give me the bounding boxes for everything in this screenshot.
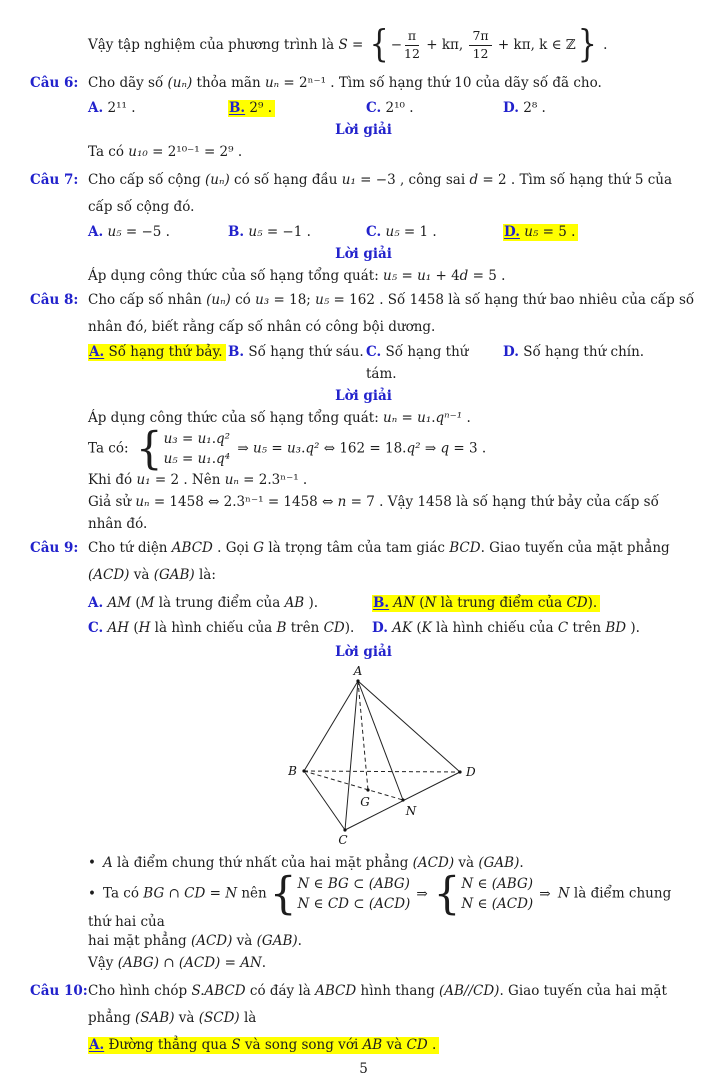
option-content [228, 344, 364, 360]
answer-letter: A. [89, 1037, 105, 1053]
question-9-conclusion: Vậy (ABG) ∩ (ACD) = AN. [88, 955, 267, 971]
question-6-text: Cho dãy số (uₙ) thỏa mãn uₙ = 2ⁿ⁻¹ . Tìm số hạng thứ 10 của dãy số đã cho. [88, 75, 602, 91]
option-b [372, 591, 697, 616]
fraction-numerator: π [405, 29, 419, 45]
option-text: Số hạng thứ chín. [523, 344, 645, 360]
fraction-denominator: 12 [404, 45, 420, 61]
option-letter: C. [366, 224, 382, 240]
intro-text: Vậy tập nghiệm của phương trình là [88, 37, 339, 53]
option-b [228, 221, 366, 243]
question-8 [30, 287, 697, 341]
question-8-options [88, 341, 697, 385]
option-text: u₅ = 5 . [524, 224, 576, 240]
option-letter: D. [503, 344, 519, 360]
question-9 [30, 535, 697, 589]
formula-tail: + kπ, k ∈ ℤ [493, 37, 576, 53]
correct-option-highlight [228, 100, 275, 117]
ta-co-text: Ta có: [88, 440, 133, 457]
option-letter: A. [88, 224, 104, 240]
fraction-numerator: 7π [469, 29, 491, 45]
option-content [503, 100, 546, 116]
option-text: 2⁸ . [523, 100, 546, 116]
set-symbol: S [338, 37, 348, 53]
question-9-bullet-1 [88, 852, 697, 874]
solution-set-line: Vậy tập nghiệm của phương trình là S = { − $\frac{\pi}{12}$ + kπ, $\frac{7\pi}{12}$ + kπ, k ∈ ℤ } . [88, 22, 608, 67]
solution-heading: Lời giải [335, 644, 392, 660]
bullet-2-text: Ta có BG ∩ CD = N nên [103, 885, 267, 902]
system-line: u₅ = u₁.q⁴ [163, 451, 231, 467]
option-letter: C. [88, 620, 104, 636]
solution-heading: Lời giải [335, 246, 392, 262]
option-letter: B. [228, 344, 245, 360]
fraction-pi-12 [404, 29, 420, 61]
question-6-label: Câu 6: [30, 75, 79, 91]
option-content [228, 224, 311, 240]
minus-sign: − [390, 37, 403, 53]
question-10-answer [88, 1034, 697, 1056]
option-a [88, 221, 228, 243]
option-letter: B. [229, 100, 246, 116]
membership-system-2: { N ∈ (ABG) N ∈ (ACD) [433, 867, 534, 920]
option-a [88, 591, 372, 616]
option-text: 2⁹ . [249, 100, 273, 116]
option-letter: A. [89, 344, 105, 360]
option-content [88, 100, 135, 116]
system-line: N ∈ (ABG) [461, 876, 534, 892]
bullet-marker: • [88, 885, 96, 902]
option-text: u₅ = −1 . [248, 224, 311, 240]
bullet-marker: • [88, 855, 96, 871]
option-text: Số hạng thứ tám. [366, 344, 469, 382]
question-7-label: Câu 7: [30, 172, 79, 188]
vertex-label-d: D [466, 765, 476, 779]
question-9-bullet-2-continuation: hai mặt phẳng (ACD) và (GAB). [88, 933, 302, 949]
solution-heading: Lời giải [335, 388, 392, 404]
correct-option-highlight [372, 595, 600, 612]
option-letter: A. [88, 100, 104, 116]
option-text: AH (H là hình chiếu của B trên CD). [107, 620, 355, 636]
tetrahedron-figure [285, 663, 480, 846]
correct-option-highlight [88, 344, 226, 361]
option-c [88, 616, 372, 641]
option-content [88, 620, 354, 636]
question-9-options [88, 591, 697, 641]
option-text: Số hạng thứ bảy. [108, 344, 223, 360]
option-content [366, 344, 469, 382]
option-content [372, 620, 640, 636]
option-content [503, 344, 644, 360]
option-text: u₅ = 1 . [385, 224, 437, 240]
system-line: N ∈ BG ⊂ (ABG) [297, 876, 410, 892]
formula-middle: + kπ, [421, 37, 468, 53]
option-text: AK (K là hình chiếu của C trên BD ). [392, 620, 640, 636]
question-7 [30, 167, 697, 221]
option-d [503, 341, 697, 385]
option-letter: B. [373, 595, 390, 611]
question-10-label: Câu 10: [30, 983, 88, 999]
vertex-label-b: B [288, 764, 297, 778]
option-c [366, 97, 503, 119]
equation-system: { u₃ = u₁.q² u₅ = u₁.q⁴ [135, 422, 231, 475]
option-content [366, 224, 437, 240]
answer-text: Đường thẳng qua S và song song với AB và CD . [108, 1037, 437, 1053]
point-label-n: N [405, 804, 417, 818]
option-text: AN (N là trung điểm của CD). [393, 595, 598, 611]
option-text: Số hạng thứ sáu. [248, 344, 364, 360]
option-letter: C. [366, 344, 382, 360]
question-7-options [88, 221, 697, 243]
option-content [88, 224, 170, 240]
option-b [228, 341, 366, 385]
option-d [503, 221, 697, 243]
point-label-g: G [360, 795, 370, 809]
implies-arrow: ⇒ [539, 885, 551, 902]
option-text: AM (M là trung điểm của AB ). [107, 595, 319, 611]
question-8-label: Câu 8: [30, 292, 79, 308]
equals-sign: = [347, 37, 368, 53]
page-number: 5 [359, 1061, 368, 1077]
bullet-2-conclusion: N là điểm chung thứ hai của [88, 885, 672, 930]
question-8-solution-line-4: Giả sử uₙ = 1458 ⇔ 2.3ⁿ⁻¹ = 1458 ⇔ n = 7 . Vậy 1458 là số hạng thứ bảy của cấp số nhân đó. [88, 494, 659, 532]
option-text: 2¹¹ . [107, 100, 136, 116]
question-10 [30, 978, 697, 1032]
figure-container [285, 663, 480, 846]
option-c [366, 221, 503, 243]
after-system-text: ⇒ u₅ = u₃.q² ⇔ 162 = 18.q² ⇒ q = 3 . [233, 440, 487, 457]
vertex-label-a: A [353, 664, 363, 678]
system-line: N ∈ CD ⊂ (ACD) [297, 896, 411, 912]
question-8-solution-line-3: Khi đó u₁ = 2 . Nên uₙ = 2.3ⁿ⁻¹ . [88, 472, 308, 488]
question-7-solution: Áp dụng công thức của số hạng tổng quát: u₅ = u₁ + 4d = 5 . [88, 268, 506, 284]
question-7-text: Cho cấp số cộng (uₙ) có số hạng đầu u₁ = −3 , công sai d = 2 . Tìm số hạng thứ 5 của cấp số cộng đó. [88, 172, 673, 215]
period: . [598, 37, 608, 53]
question-9-label: Câu 9: [30, 540, 79, 556]
option-text: 2¹⁰ . [385, 100, 414, 116]
solution-heading: Lời giải [335, 122, 392, 138]
question-6-options [88, 97, 697, 119]
fraction-7pi-12 [469, 29, 491, 61]
membership-system-1: { N ∈ BG ⊂ (ABG) N ∈ CD ⊂ (ACD) [269, 867, 411, 920]
option-c [366, 341, 503, 385]
bullet-1-text: A là điểm chung thứ nhất của hai mặt phẳng (ACD) và (GAB). [103, 855, 524, 871]
option-a [88, 341, 228, 385]
option-b [228, 97, 366, 119]
option-d [503, 97, 697, 119]
question-6-solution: Ta có u₁₀ = 2¹⁰⁻¹ = 2⁹ . [88, 144, 243, 160]
question-9-bullet-2 [88, 867, 697, 930]
implies-arrow: ⇒ [416, 885, 428, 902]
question-8-solution-line-1: Áp dụng công thức của số hạng tổng quát: uₙ = u₁.qⁿ⁻¹ . [88, 410, 471, 426]
option-d [372, 616, 697, 641]
highlighted-answer [88, 1037, 439, 1054]
system-line: u₃ = u₁.q² [163, 431, 231, 447]
question-8-text: Cho cấp số nhân (uₙ) có u₃ = 18; u₅ = 162 . Số 1458 là số hạng thứ bao nhiêu của cấp số nhân đó, biết rằng cấp số nhân có công bội dương. [88, 292, 695, 335]
question-9-text: Cho tứ diện ABCD . Gọi G là trọng tâm của tam giác BCD. Giao tuyến của mặt phẳng (ACD) và (GAB) là: [88, 540, 670, 583]
option-letter: C. [366, 100, 382, 116]
option-a [88, 97, 228, 119]
option-letter: D. [503, 100, 519, 116]
correct-option-highlight [503, 224, 578, 241]
question-6 [30, 70, 697, 97]
question-8-solution-cases-line [88, 422, 697, 475]
fraction-denominator: 12 [472, 45, 489, 61]
system-line: N ∈ (ACD) [461, 896, 534, 912]
option-letter: D. [504, 224, 520, 240]
option-letter: D. [372, 620, 388, 636]
option-letter: A. [88, 595, 104, 611]
option-content [88, 595, 318, 611]
option-text: u₅ = −5 . [107, 224, 170, 240]
vertex-label-c: C [338, 833, 348, 847]
option-letter: B. [228, 224, 245, 240]
option-content [366, 100, 414, 116]
question-10-text: Cho hình chóp S.ABCD có đáy là ABCD hình thang (AB//CD). Giao tuyến của hai mặt phẳng (SAB) và (SCD) là [88, 983, 667, 1026]
